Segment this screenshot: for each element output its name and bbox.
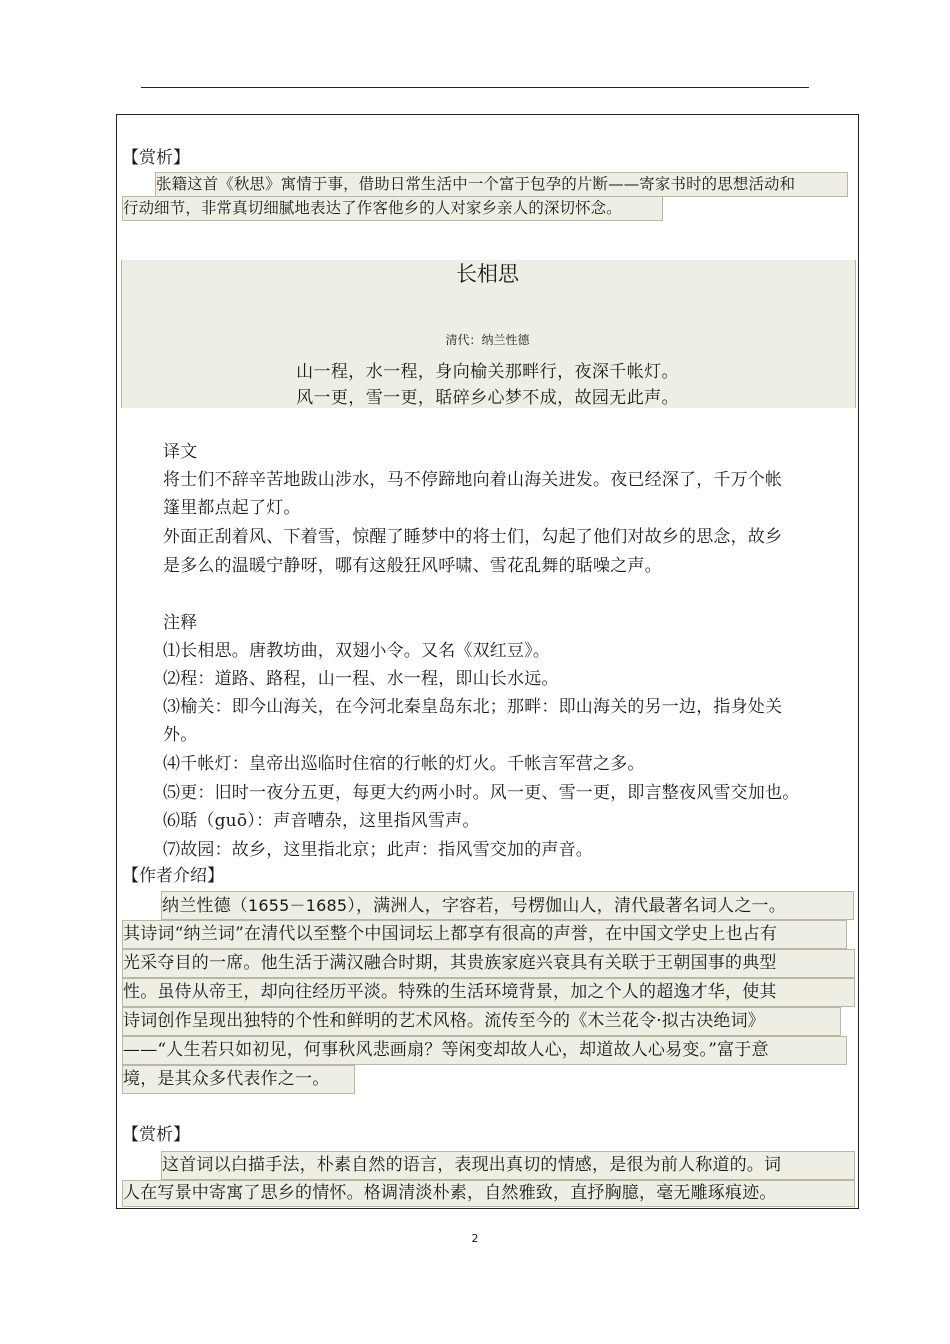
author-intro-line: ——“人生若只如初见，何事秋风悲画扇？等闲变却故人心，却道故人心易变。”富于意: [122, 1036, 847, 1065]
appreciation-line: 这首词以白描手法，朴素自然的语言，表现出真切的情感，是很为前人称道的。词: [161, 1151, 855, 1180]
notes-heading: 注释: [163, 613, 198, 633]
note-line: ⑺故园：故乡，这里指北京；此声：指风雪交加的声音。: [163, 840, 593, 860]
note-line: ⑷千帐灯：皇帝出巡临时住宿的行帐的灯火。千帐言军营之多。: [163, 754, 645, 774]
author-intro-line: 纳兰性德（1655－1685），满洲人，字容若，号楞伽山人，清代最著名词人之一。: [161, 891, 854, 920]
appreciation-line: 行动细节，非常真切细腻地表达了作客他乡的人对家乡亲人的深切怀念。: [122, 196, 663, 221]
note-line: 外。: [163, 725, 198, 745]
note-line: ⑸更：旧时一夜分五更，每更大约两小时。风一更、雪一更，即言整夜风雪交加也。: [163, 783, 800, 803]
poem-author: 清代：纳兰性德: [445, 333, 530, 347]
author-intro-line: 诗词创作呈现出独特的个性和鲜明的艺术风格。流传至今的《木兰花令·拟古决绝词》: [122, 1007, 841, 1036]
header-rule: [141, 87, 809, 88]
author-intro-heading: 【作者介绍】: [122, 866, 224, 886]
appreciation-line: 张籍这首《秋思》寓情于事，借助日常生活中一个富于包孕的片断——寄家书时的思想活动和: [155, 172, 848, 197]
note-line: ⑵程：道路、路程，山一程、水一程，即山长水远。: [163, 669, 559, 689]
note-line: ⑶榆关：即今山海关，在今河北秦皇岛东北；那畔：即山海关的另一边，指身处关: [163, 697, 783, 717]
poem-title: 长相思: [456, 262, 519, 286]
poem-line: 山一程，水一程，身向榆关那畔行，夜深千帐灯。: [296, 362, 679, 382]
appreciation-heading: 【赏析】: [122, 148, 190, 168]
note-line: ⑹聒（guō）：声音嘈杂，这里指风雪声。: [163, 811, 480, 831]
translation-line: 篷里都点起了灯。: [163, 498, 301, 518]
author-intro-line: 光采夺目的一席。他生活于满汉融合时期，其贵族家庭兴衰具有关联于王朝国事的典型: [122, 949, 855, 978]
appreciation-line: 人在写景中寄寓了思乡的情怀。格调清淡朴素，自然雅致，直抒胸臆，毫无雕琢痕迹。: [122, 1180, 855, 1207]
translation-line: 是多么的温暖宁静呀，哪有这般狂风呼啸、雪花乱舞的聒噪之声。: [163, 556, 662, 576]
translation-line: 将士们不辞辛苦地跋山涉水，马不停蹄地向着山海关进发。夜已经深了，千万个帐: [163, 470, 783, 490]
author-intro-line: 其诗词“纳兰词”在清代以至整个中国词坛上都享有很高的声誉，在中国文学史上也占有: [122, 920, 847, 949]
appreciation-heading: 【赏析】: [122, 1125, 190, 1145]
note-line: ⑴长相思。唐教坊曲，双翅小令。又名《双红豆》。: [163, 641, 551, 661]
author-intro-line: 性。虽侍从帝王，却向往经历平淡。特殊的生活环境背景，加之个人的超逸才华，使其: [122, 978, 855, 1007]
page-number: 2: [471, 1232, 479, 1245]
translation-heading: 译文: [163, 442, 198, 462]
translation-line: 外面正刮着风、下着雪，惊醒了睡梦中的将士们，勾起了他们对故乡的思念，故乡: [163, 527, 783, 547]
poem-line: 风一更，雪一更，聒碎乡心梦不成，故园无此声。: [296, 388, 679, 408]
author-intro-line: 境，是其众多代表作之一。: [122, 1065, 355, 1094]
